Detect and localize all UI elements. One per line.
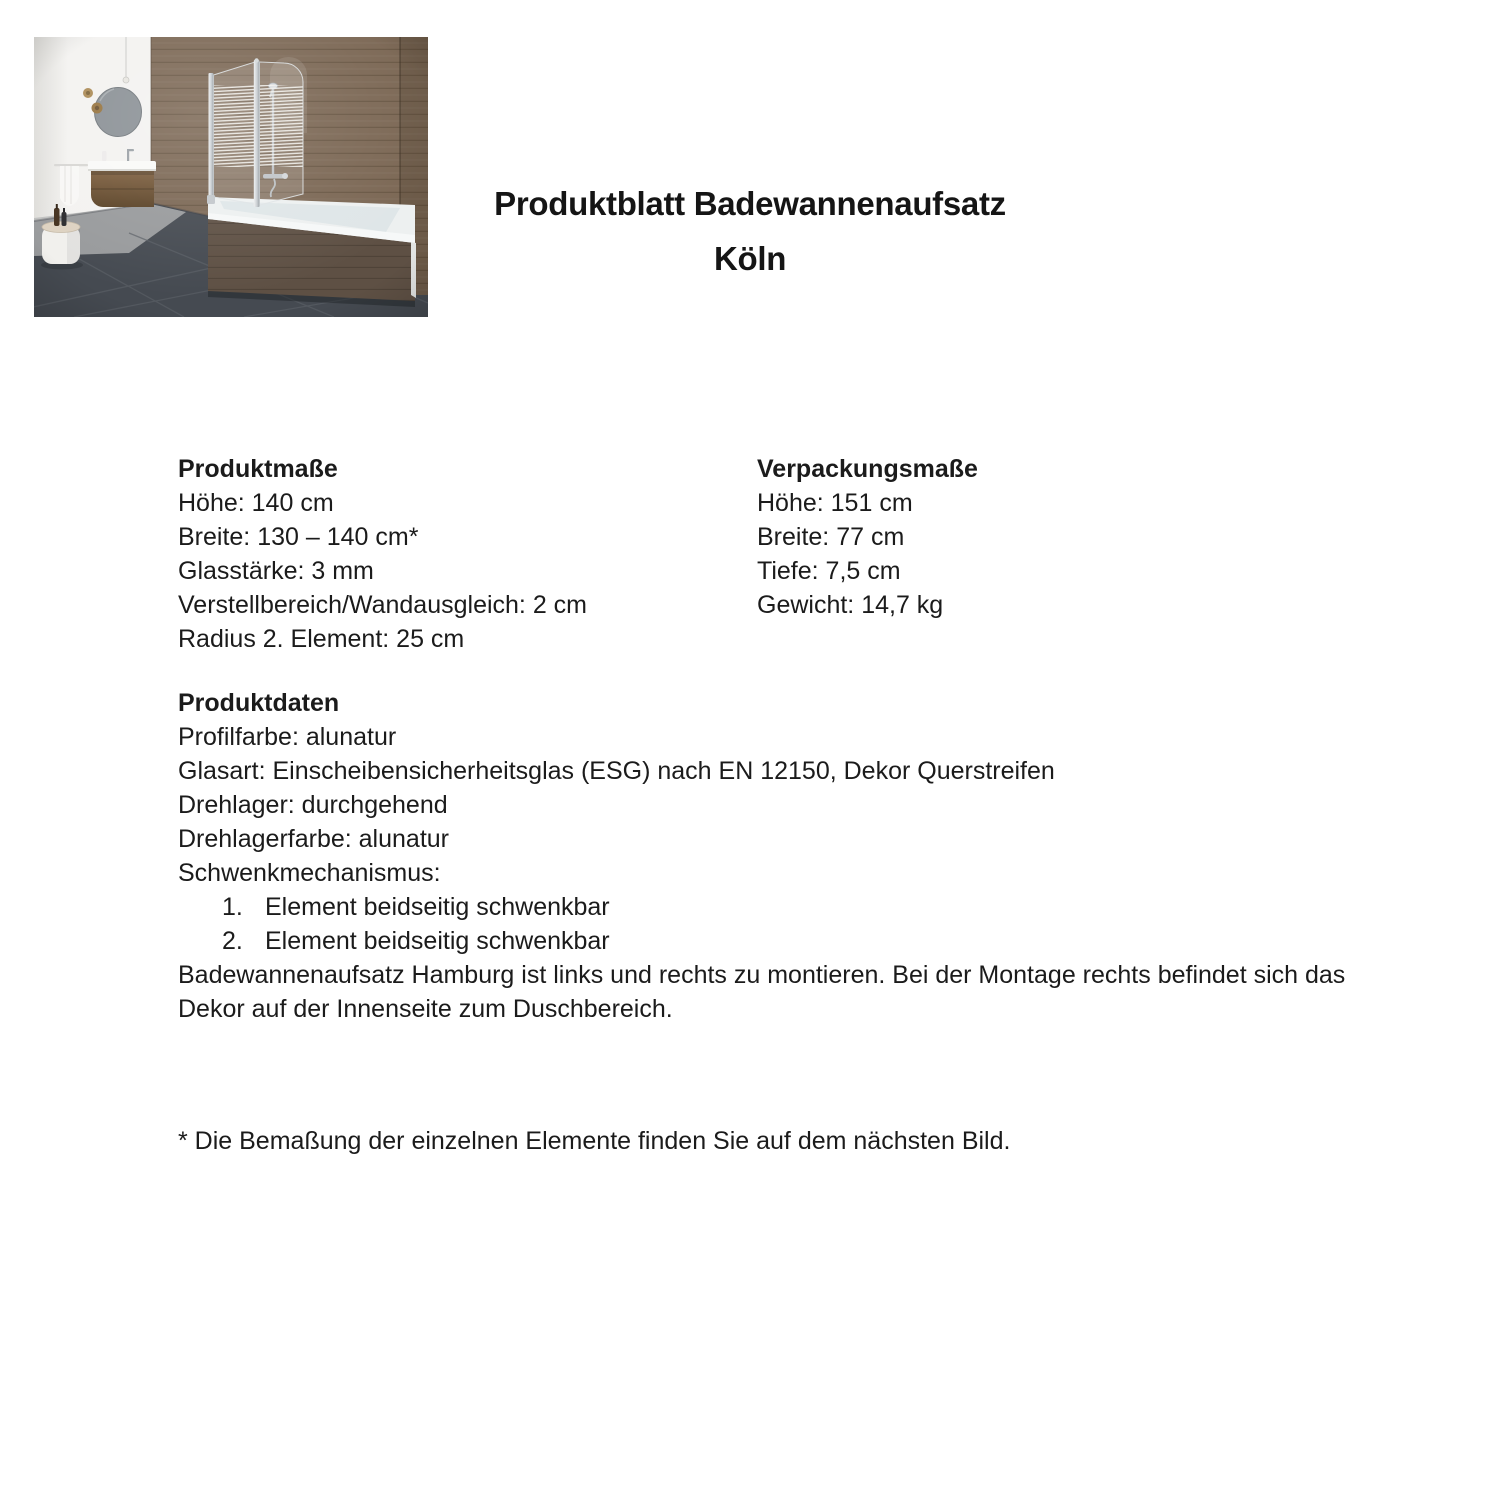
product-data-row: Glasart: Einscheibensicherheitsglas (ESG) nach EN 12150, Dekor Querstreifen	[178, 757, 1055, 785]
list-item-number: 1.	[222, 893, 243, 921]
dimension-row: Gewicht: 14,7 kg	[757, 591, 944, 619]
product-data-row: Drehlagerfarbe: alunatur	[178, 825, 449, 853]
product-data-heading: Produktdaten	[178, 689, 340, 717]
dimension-row: Verstellbereich/Wandausgleich: 2 cm	[178, 591, 587, 619]
product-data-row: Profilfarbe: alunatur	[178, 723, 397, 751]
product-data-row: Schwenkmechanismus:	[178, 859, 441, 887]
dimension-row: Radius 2. Element: 25 cm	[178, 625, 465, 653]
dimension-row: Glasstärke: 3 mm	[178, 557, 374, 585]
dimension-row: Höhe: 151 cm	[757, 489, 913, 517]
product-dimensions-heading: Produktmaße	[178, 455, 338, 483]
title-line-1: Produktblatt Badewannenaufsatz	[494, 185, 1006, 222]
list-item	[222, 924, 1428, 958]
title-line-2: Köln	[713, 240, 787, 277]
dimension-row: Breite: 77 cm	[757, 523, 905, 551]
mounting-note-paragraph: Badewannenaufsatz Hamburg ist links und rechts zu montieren. Bei der Montage rechts befindet sich das Dekor auf der Innenseite zum Duschbereich.	[178, 961, 1346, 1023]
packaging-dimensions-heading: Verpackungsmaße	[757, 455, 978, 483]
footnote: * Die Bemaßung der einzelnen Elemente finden Sie auf dem nächsten Bild.	[178, 1127, 1011, 1155]
dimension-row: Tiefe: 7,5 cm	[757, 557, 901, 585]
product-data-row: Drehlager: durchgehend	[178, 791, 448, 819]
dimension-row: Höhe: 140 cm	[178, 489, 334, 517]
section-product-dimensions	[178, 452, 587, 656]
list-item-text: Element beidseitig schwenkbar	[265, 927, 610, 955]
list-item	[222, 890, 1428, 924]
section-product-data	[178, 686, 1428, 1026]
list-item-text: Element beidseitig schwenkbar	[265, 893, 610, 921]
section-packaging-dimensions	[757, 452, 978, 622]
dimension-row: Breite: 130 – 140 cm*	[178, 523, 419, 551]
list-item-number: 2.	[222, 927, 243, 955]
document-title	[0, 176, 1500, 286]
